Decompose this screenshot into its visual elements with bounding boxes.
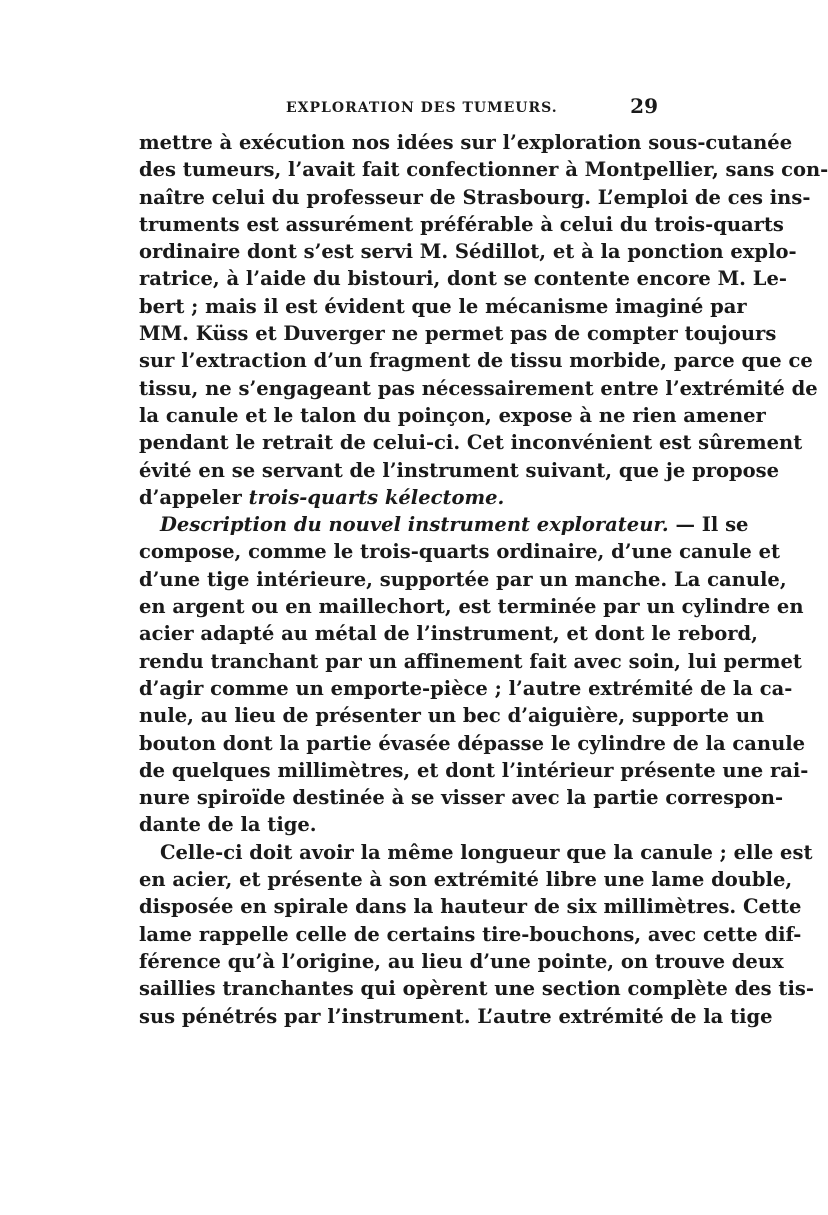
text-line: saillies tranchantes qui opèrent une section complète des tis- <box>139 977 814 1001</box>
text-line: en acier, et présente à son extrémité libre une lame double, <box>139 868 793 892</box>
text-line: mettre à exécution nos idées sur l’exploration sous-cutanée <box>139 131 793 154</box>
text-line: d’agir comme un emporte-pièce ; l’autre extrémité de la ca- <box>139 676 793 700</box>
text-line: naître celui du professeur de Strasbourg. L’emploi de ces ins- <box>139 185 811 209</box>
text-line: MM. Küss et Duverger ne permet pas de compter toujours <box>139 322 777 346</box>
text-line: de quelques millimètres, et dont l’intérieur présente une rai- <box>139 758 809 782</box>
text-line: bert ; mais il est évident que le mécanisme imaginé par <box>139 294 747 318</box>
text-line: sus pénétrés par l’instrument. L’autre extrémité de la tige <box>139 1004 773 1028</box>
text-line: sur l’extraction d’un fragment de tissu morbide, parce que ce <box>139 349 813 373</box>
text-line: en argent ou en maillechort, est terminée par un cylindre en <box>139 595 804 619</box>
running-head-title: EXPLORATION DES TUMEURS. <box>286 100 558 116</box>
text-line: nure spiroïde destinée à se visser avec la partie correspon- <box>139 786 784 810</box>
body-text <box>139 129 828 1030</box>
running-head <box>139 94 659 124</box>
text-fragment: — Il se <box>668 513 749 537</box>
text-line: truments est assurément préférable à celui du trois-quarts <box>139 212 784 236</box>
italic-term: trois-quarts kélectome. <box>248 485 505 509</box>
text-line: ordinaire dont s’est servi M. Sédillot, et à la ponction explo- <box>139 240 797 264</box>
text-line: évité en se servant de l’instrument suivant, que je propose <box>139 458 780 482</box>
text-line: d’une tige intérieure, supportée par un manche. La canule, <box>139 567 787 591</box>
page-number: 29 <box>630 94 658 118</box>
text-line: Celle-ci doit avoir la même longueur que la canule ; elle est <box>160 840 813 864</box>
text-line: lame rappelle celle de certains tire-bouchons, avec cette dif- <box>139 922 802 946</box>
text-line: la canule et le talon du poinçon, expose à ne rien amener <box>139 403 766 427</box>
text-line: nule, au lieu de présenter un bec d’aiguière, supporte un <box>139 704 765 728</box>
text-line: pendant le retrait de celui-ci. Cet inconvénient est sûrement <box>139 431 803 455</box>
text-line: bouton dont la partie évasée dépasse le cylindre de la canule <box>139 731 806 755</box>
text-line: tissu, ne s’engageant pas nécessairement entre l’extrémité de <box>139 376 818 400</box>
text-line <box>139 484 664 511</box>
text-fragment: d’appeler <box>139 485 249 509</box>
text-line: dante de la tige. <box>139 813 317 837</box>
text-line: disposée en spirale dans la hauteur de six millimètres. Cette <box>139 895 802 919</box>
text-line: ratrice, à l’aide du bistouri, dont se contente encore M. Le- <box>139 267 787 291</box>
text-line: acier adapté au métal de l’instrument, et dont le rebord, <box>139 622 758 646</box>
text-line: rendu tranchant par un affinement fait avec soin, lui permet <box>139 649 802 673</box>
text-line: férence qu’à l’origine, au lieu d’une pointe, on trouve deux <box>139 949 784 973</box>
section-heading: Description du nouvel instrument explorateur. <box>160 513 669 537</box>
section-heading-line <box>139 511 749 538</box>
text-line: compose, comme le trois-quarts ordinaire, d’une canule et <box>139 540 780 564</box>
text-line: des tumeurs, l’avait fait confectionner à Montpellier, sans con- <box>139 158 828 182</box>
